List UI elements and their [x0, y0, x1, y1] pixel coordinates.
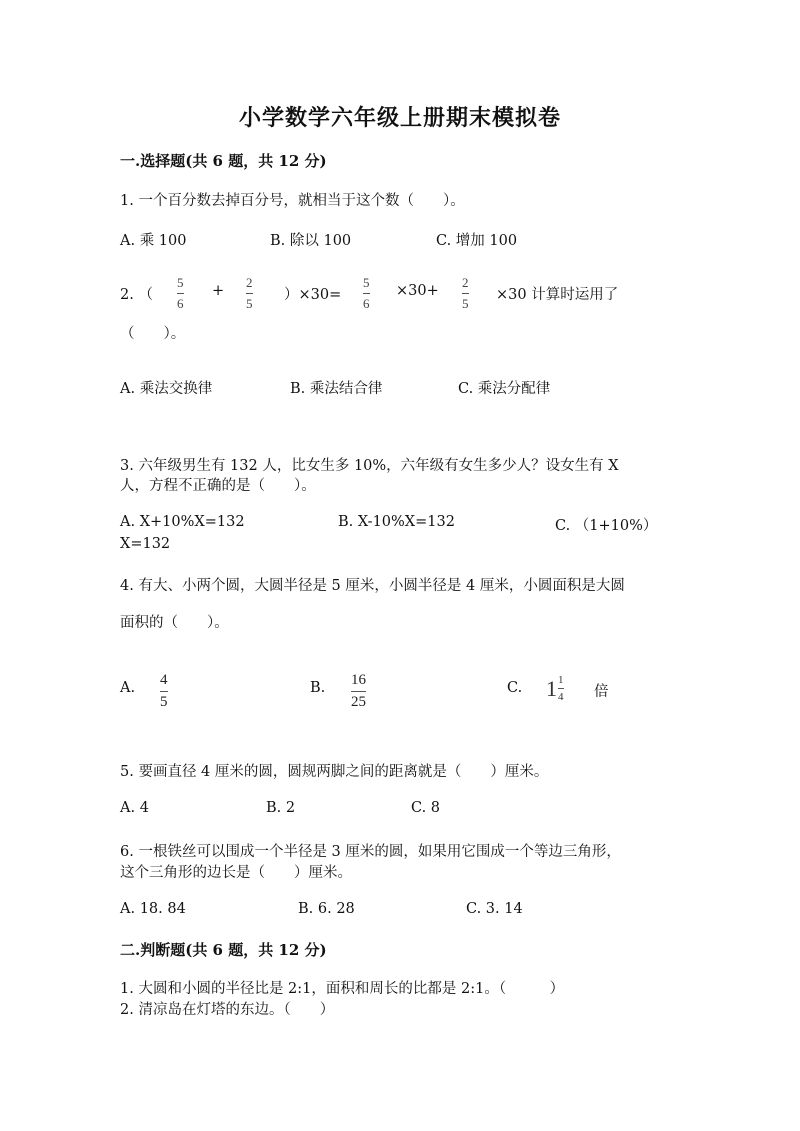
question-2-prefix: 2. （	[120, 287, 153, 303]
fraction-numerator: 2	[246, 275, 253, 290]
fraction-numerator: 1	[558, 674, 564, 686]
question-1-option-b: B. 除以 100	[270, 233, 352, 249]
fraction-bar	[160, 691, 168, 692]
fraction-denominator: 5	[160, 694, 168, 710]
question-5-option-a: A. 4	[120, 800, 149, 816]
fraction-numerator: 5	[177, 275, 184, 290]
question-3-option-c-cont: X=132	[120, 536, 171, 552]
question-4-option-b-label: B.	[310, 680, 326, 696]
question-2-fraction-2	[246, 275, 253, 312]
question-5-option-b: B. 2	[266, 800, 296, 816]
question-4-option-c-label: C.	[507, 680, 523, 696]
question-2-option-b: B. 乘法结合律	[290, 381, 383, 397]
fraction-numerator: 2	[462, 275, 469, 290]
fraction-denominator: 6	[177, 296, 184, 311]
question-6-option-c: C. 3. 14	[466, 901, 523, 917]
section-heading-judgement: 二.判断题(共 6 题，共 12 分)	[120, 941, 327, 959]
fraction-denominator: 25	[351, 694, 366, 710]
question-5-stem: 5. 要画直径 4 厘米的圆，圆规两脚之间的距离就是（ ）厘米。	[120, 764, 549, 780]
question-4-line2: 面积的（ ）。	[120, 615, 229, 631]
fraction-denominator: 5	[246, 296, 253, 311]
fraction-denominator: 6	[363, 296, 370, 311]
judgement-item-1: 1. 大圆和小圆的半径比是 2:1，面积和周长的比都是 2:1。（ ）	[120, 981, 565, 997]
fraction-numerator: 5	[363, 275, 370, 290]
question-2-plus: +	[212, 283, 225, 299]
question-2-mid: ）×30=	[284, 287, 342, 303]
fraction-bar	[177, 293, 184, 294]
fraction-bar	[246, 293, 253, 294]
question-6-line1: 6. 一根铁丝可以围成一个半径是 3 厘米的圆，如果用它围成一个等边三角形，	[120, 844, 621, 860]
question-3-option-c: C. （1+10%）	[555, 518, 658, 534]
fraction-bar	[462, 293, 469, 294]
fraction-numerator: 4	[160, 672, 168, 688]
fraction-denominator: 4	[558, 691, 564, 703]
section-heading-choice: 一.选择题(共 6 题，共 12 分)	[120, 152, 327, 170]
question-3-line2: 人，方程不正确的是（ ）。	[120, 478, 316, 494]
question-1-option-c: C. 增加 100	[436, 233, 518, 249]
question-4-option-a-fraction	[160, 672, 168, 711]
judgement-item-2: 2. 清凉岛在灯塔的东边。（ ）	[120, 1002, 335, 1018]
question-3-option-b: B. X-10%X=132	[338, 514, 455, 530]
question-2-option-a: A. 乘法交换律	[120, 381, 213, 397]
mixed-fraction	[558, 674, 564, 703]
question-2-line2: （ ）。	[120, 326, 186, 342]
question-4-option-a-label: A.	[120, 680, 136, 696]
question-1-stem: 1. 一个百分数去掉百分号，就相当于这个数（ ）。	[120, 193, 465, 209]
question-2-fraction-1	[177, 275, 184, 312]
question-2-fraction-3	[363, 275, 370, 312]
question-4-option-b-fraction	[351, 672, 366, 711]
fraction-numerator: 16	[351, 672, 366, 688]
mixed-whole: 1	[546, 675, 557, 701]
question-5-option-c: C. 8	[411, 800, 441, 816]
question-4-option-c-mixed-number	[546, 674, 564, 703]
question-6-option-a: A. 18. 84	[120, 901, 186, 917]
fraction-denominator: 5	[462, 296, 469, 311]
question-2-fraction-4	[462, 275, 469, 312]
fraction-bar	[351, 691, 366, 692]
question-2-option-c: C. 乘法分配律	[458, 381, 551, 397]
question-4-line1: 4. 有大、小两个圆，大圆半径是 5 厘米，小圆半径是 4 厘米，小圆面积是大圆	[120, 578, 625, 594]
question-6-line2: 这个三角形的边长是（ ）厘米。	[120, 865, 352, 881]
question-3-line1: 3. 六年级男生有 132 人，比女生多 10%，六年级有女生多少人？设女生有 X	[120, 458, 619, 474]
question-6-option-b: B. 6. 28	[298, 901, 355, 917]
question-2-mid2: ×30+	[396, 283, 439, 299]
question-4-option-c-unit: 倍	[594, 684, 609, 700]
question-2-suffix: ×30 计算时运用了	[496, 287, 619, 303]
fraction-bar	[363, 293, 370, 294]
question-3-option-a: A. X+10%X=132	[120, 514, 245, 530]
page-title: 小学数学六年级上册期末模拟卷	[238, 105, 561, 131]
question-1-option-a: A. 乘 100	[120, 233, 187, 249]
fraction-bar	[558, 688, 564, 689]
